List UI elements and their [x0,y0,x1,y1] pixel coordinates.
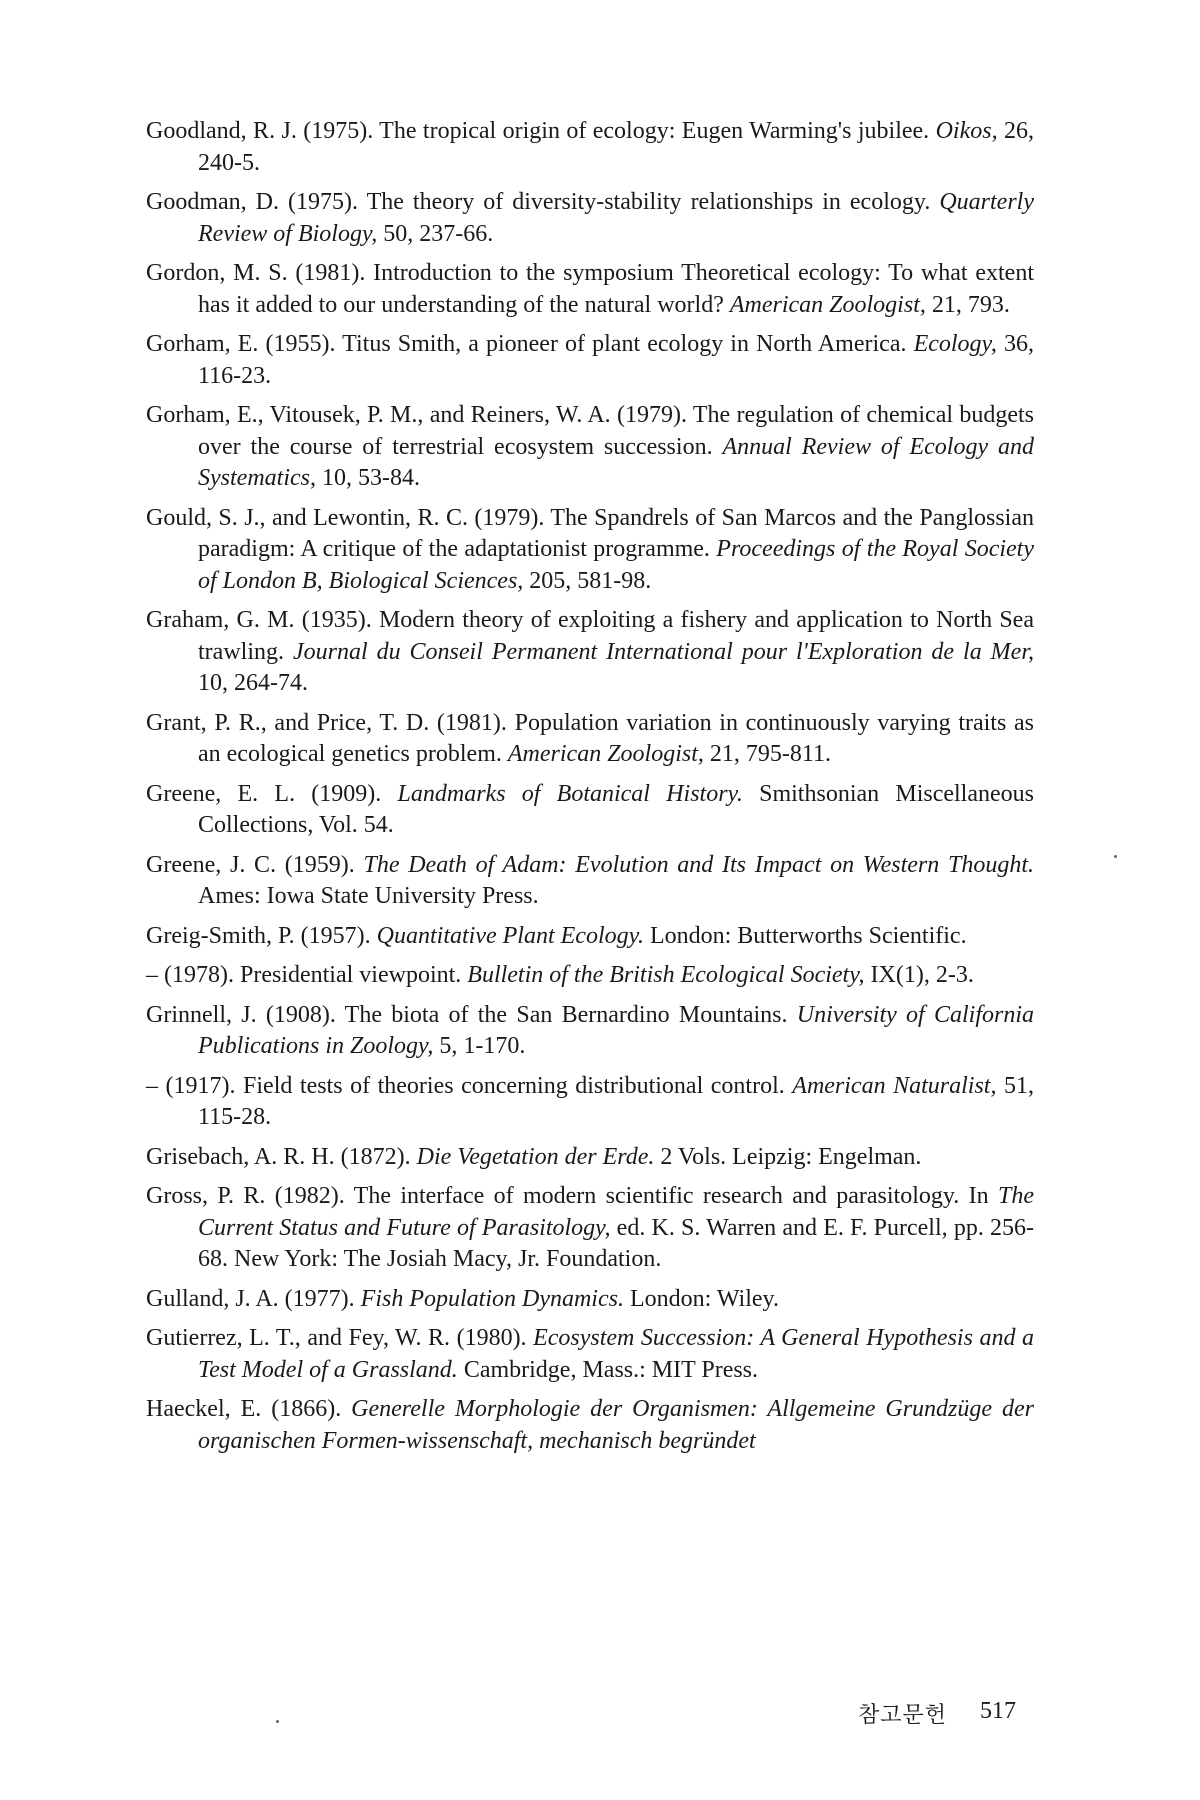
reference-entry [146,1394,1034,1457]
reference-text: Gorham, E., Vitousek, P. M., and Reiners, W. A. (1979). The regulation of chemical budgets over the course of terrestrial ecosystem succession. [146,402,1034,460]
reference-text: Greig-Smith, P. (1957). [146,922,377,949]
reference-text: 10, 264-74. [198,670,308,696]
reference-text: Ames: Iowa State University Press. [198,883,539,909]
reference-entry [146,116,1034,179]
page-footer [0,1698,1200,1738]
reference-text: Greene, E. L. (1909). [146,780,398,807]
reference-text: Smithsonian Miscellaneous Collections, Vol. 54. [198,780,1034,838]
reference-text: Graham, G. M. (1935). Modern theory of exploiting a fishery and application to North Sea trawling. [146,607,1034,665]
reference-text: Grinnell, J. (1908). The biota of the San Bernardino Mountains. [146,1001,797,1028]
reference-text: 51, 115-28. [198,1072,1035,1130]
reference-entry [146,400,1034,495]
reference-text: London: Butterworths Scientific. [643,922,967,949]
reference-text: Cambridge, Mass.: MIT Press. [457,1356,759,1383]
reference-text: 26, 240-5. [198,118,1035,176]
reference-entry [146,1323,1034,1386]
reference-title: American Naturalist, [792,1072,997,1099]
reference-entry [146,921,1034,953]
reference-text: 10, 53-84. [315,465,420,491]
reference-entry [146,1181,1034,1276]
reference-text: Gordon, M. S. (1981). Introduction to the symposium Theoretical ecology: To what extent has it added to our understanding of the natural world? [146,260,1034,318]
reference-entry [146,779,1034,842]
reference-title: Quantitative Plant Ecology. [376,922,644,949]
reference-entry [146,187,1034,250]
reference-entry [146,1000,1034,1063]
reference-entry [146,258,1034,321]
reference-title: Die Vegetation der Erde. [416,1143,655,1170]
reference-text: Greene, J. C. (1959). [146,851,364,878]
reference-title: Ecosystem Succession: A General Hypothesis and a Test Model of a Grassland. [198,1325,1034,1383]
reference-text: Gulland, J. A. (1977). [146,1285,361,1312]
reference-text: Gross, P. R. (1982). The interface of modern scientific research and parasitology. In [146,1183,998,1209]
reference-text: London: Wiley. [623,1285,779,1312]
reference-text: Haeckel, E. (1866). [146,1396,352,1422]
reference-entry [146,708,1034,771]
reference-list [146,116,1034,1465]
reference-text: 50, 237-66. [377,220,494,247]
reference-entry [146,1284,1034,1316]
reference-title: Landmarks of Botanical History. [397,780,743,807]
reference-text: Grisebach, A. R. H. (1872). [146,1143,417,1170]
reference-entry [146,1142,1034,1174]
reference-title: The Current Status and Future of Parasitology, [198,1183,1034,1241]
reference-text: 21, 795-811. [703,741,831,767]
scan-speck [276,1720,279,1723]
reference-entry [146,503,1034,598]
reference-text: Gorham, E. (1955). Titus Smith, a pioneer of plant ecology in North America. [146,331,914,357]
reference-text: Goodland, R. J. (1975). The tropical origin of ecology: Eugen Warming's jubilee. [146,118,936,144]
reference-title: The Death of Adam: Evolution and Its Impact on Western Thought. [363,851,1034,878]
scan-speck [1114,855,1117,858]
reference-title: Oikos, [935,118,998,144]
reference-text: 2 Vols. Leipzig: Engelman. [654,1143,922,1170]
reference-title: American Zoologist, [507,741,704,767]
reference-text: Gutierrez, L. T., and Fey, W. R. (1980). [146,1325,534,1351]
reference-text: – (1917). Field tests of theories concerning distributional control. [146,1072,793,1099]
reference-title: American Zoologist, [729,291,926,318]
reference-entry [146,1071,1034,1134]
reference-text: IX(1), 2-3. [864,962,974,988]
reference-text: 36, 116-23. [198,331,1034,389]
reference-title: Fish Population Dynamics. [360,1285,624,1312]
reference-entry [146,850,1034,913]
reference-title: Generelle Morphologie der Organismen: Allgemeine Grundzüge der organischen Formen-wissenschaft, mechanisch begründet [198,1396,1034,1454]
reference-title: University of California Publications in Zoology, [198,1001,1034,1059]
page-number: 517 [980,1698,1016,1724]
reference-entry [146,960,1034,992]
reference-text: Gould, S. J., and Lewontin, R. C. (1979). The Spandrels of San Marcos and the Panglossian paradigm: A critique of the adaptationist programme. [146,504,1034,562]
reference-text: 21, 793. [925,291,1010,318]
reference-title: Bulletin of the British Ecological Society, [467,962,865,988]
reference-title: Journal du Conseil Permanent International pour l'Exploration de la Mer, [292,638,1034,665]
reference-text: – (1978). Presidential viewpoint. [146,962,468,988]
reference-text: ed. K. S. Warren and E. F. Purcell, pp. 256-68. New York: The Josiah Macy, Jr. Foundation. [198,1214,1034,1272]
reference-text: 5, 1-170. [433,1033,526,1059]
reference-text: Goodman, D. (1975). The theory of diversity-stability relationships in ecology. [146,189,940,215]
reference-title: Ecology, [913,331,997,357]
reference-text: Grant, P. R., and Price, T. D. (1981). Population variation in continuously varying traits as an ecological genetics problem. [146,709,1034,767]
reference-title: Proceedings of the Royal Society of London B, Biological Sciences, [198,536,1034,594]
reference-title: Annual Review of Ecology and Systematics, [198,433,1035,491]
reference-text: 205, 581-98. [523,567,652,594]
reference-entry [146,605,1034,700]
footer-section-label: 참고문헌 [858,1703,948,1728]
reference-title: Quarterly Review of Biology, [198,189,1034,247]
reference-entry [146,329,1034,392]
